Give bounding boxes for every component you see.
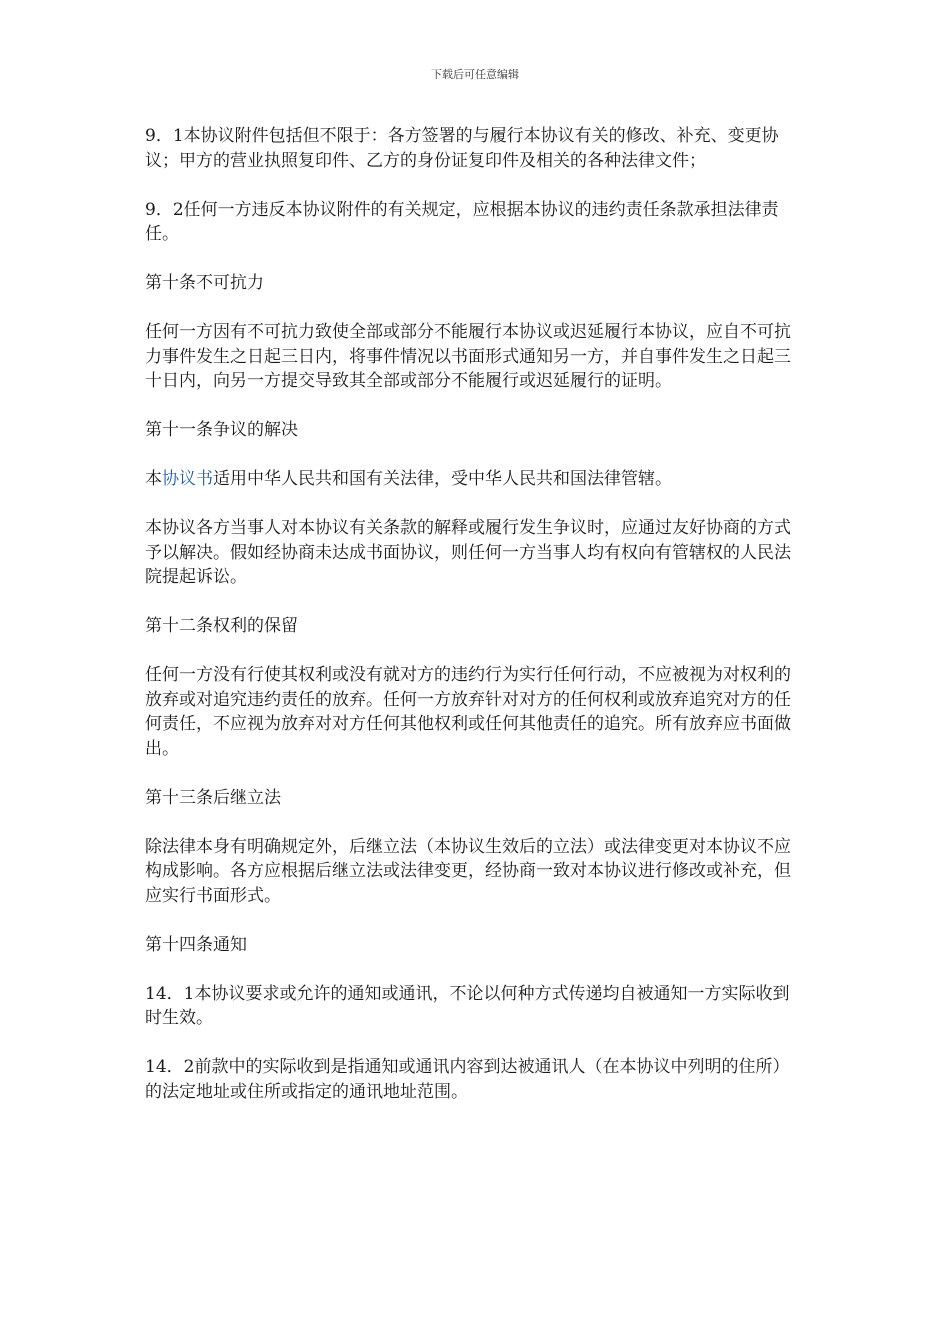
clause-9-1: 9．1本协议附件包括但不限于：各方签署的与履行本协议有关的修改、补充、变更协议；甲方的营业执照复印件、乙方的身份证复印件及相关的各种法律文件； [145, 126, 779, 171]
article-10-text: 任何一方因有不可抗力致使全部或部分不能履行本协议或迟延履行本协议，应自不可抗力事件发生之日起三日内，将事件情况以书面形式通知另一方，并自事件发生之日起三十日内，向另一方提交导致其全部或部分不能履行或迟延履行的证明。 [145, 322, 791, 391]
clause-9-2: 9．2任何一方违反本协议附件的有关规定，应根据本协议的违约责任条款承担法律责任。 [145, 199, 779, 244]
article-11-dispute: 本协议各方当事人对本协议有关条款的解释或履行发生争议时，应通过友好协商的方式予以解决。假如经协商未达成书面协议，则任何一方当事人均有权向有管辖权的人民法院提起诉讼。 [145, 518, 791, 587]
article-14-heading: 第十四条通知 [145, 934, 247, 955]
clause-14-2: 14．2前款中的实际收到是指通知或通讯内容到达被通讯人（在本协议中列明的住所）的法定地址或住所或指定的通讯地址范围。 [145, 1057, 790, 1102]
page-header: 下载后可任意编辑 [431, 68, 519, 81]
clause-14-1: 14．1本协议要求或允许的通知或通讯，不论以何种方式传递均自被通知一方实际收到时生效。 [145, 983, 790, 1028]
article-11-governing-law [145, 467, 805, 492]
article-13-heading: 第十三条后继立法 [145, 787, 281, 808]
agreement-link[interactable]: 协议书 [162, 469, 213, 489]
governing-law-prefix: 本 [145, 469, 162, 489]
governing-law-suffix: 适用中华人民共和国有关法律，受中华人民共和国法律管辖。 [213, 469, 672, 489]
article-12-text: 任何一方没有行使其权利或没有就对方的违约行为实行任何行动，不应被视为对权利的放弃或对追究违约责任的放弃。任何一方放弃针对对方的任何权利或放弃追究对方的任何责任，不应视为放弃对对方任何其他权利或任何其他责任的追究。所有放弃应书面做出。 [145, 665, 791, 759]
article-10-heading: 第十条不可抗力 [145, 273, 264, 293]
article-11-heading: 第十一条争议的解决 [145, 420, 298, 440]
article-13-text: 除法律本身有明确规定外，后继立法（本协议生效后的立法）或法律变更对本协议不应构成影响。各方应根据后继立法或法律变更，经协商一致对本协议进行修改或补充，但应实行书面形式。 [145, 836, 791, 906]
article-12-heading: 第十二条权利的保留 [145, 616, 298, 636]
document-body [145, 124, 805, 1129]
